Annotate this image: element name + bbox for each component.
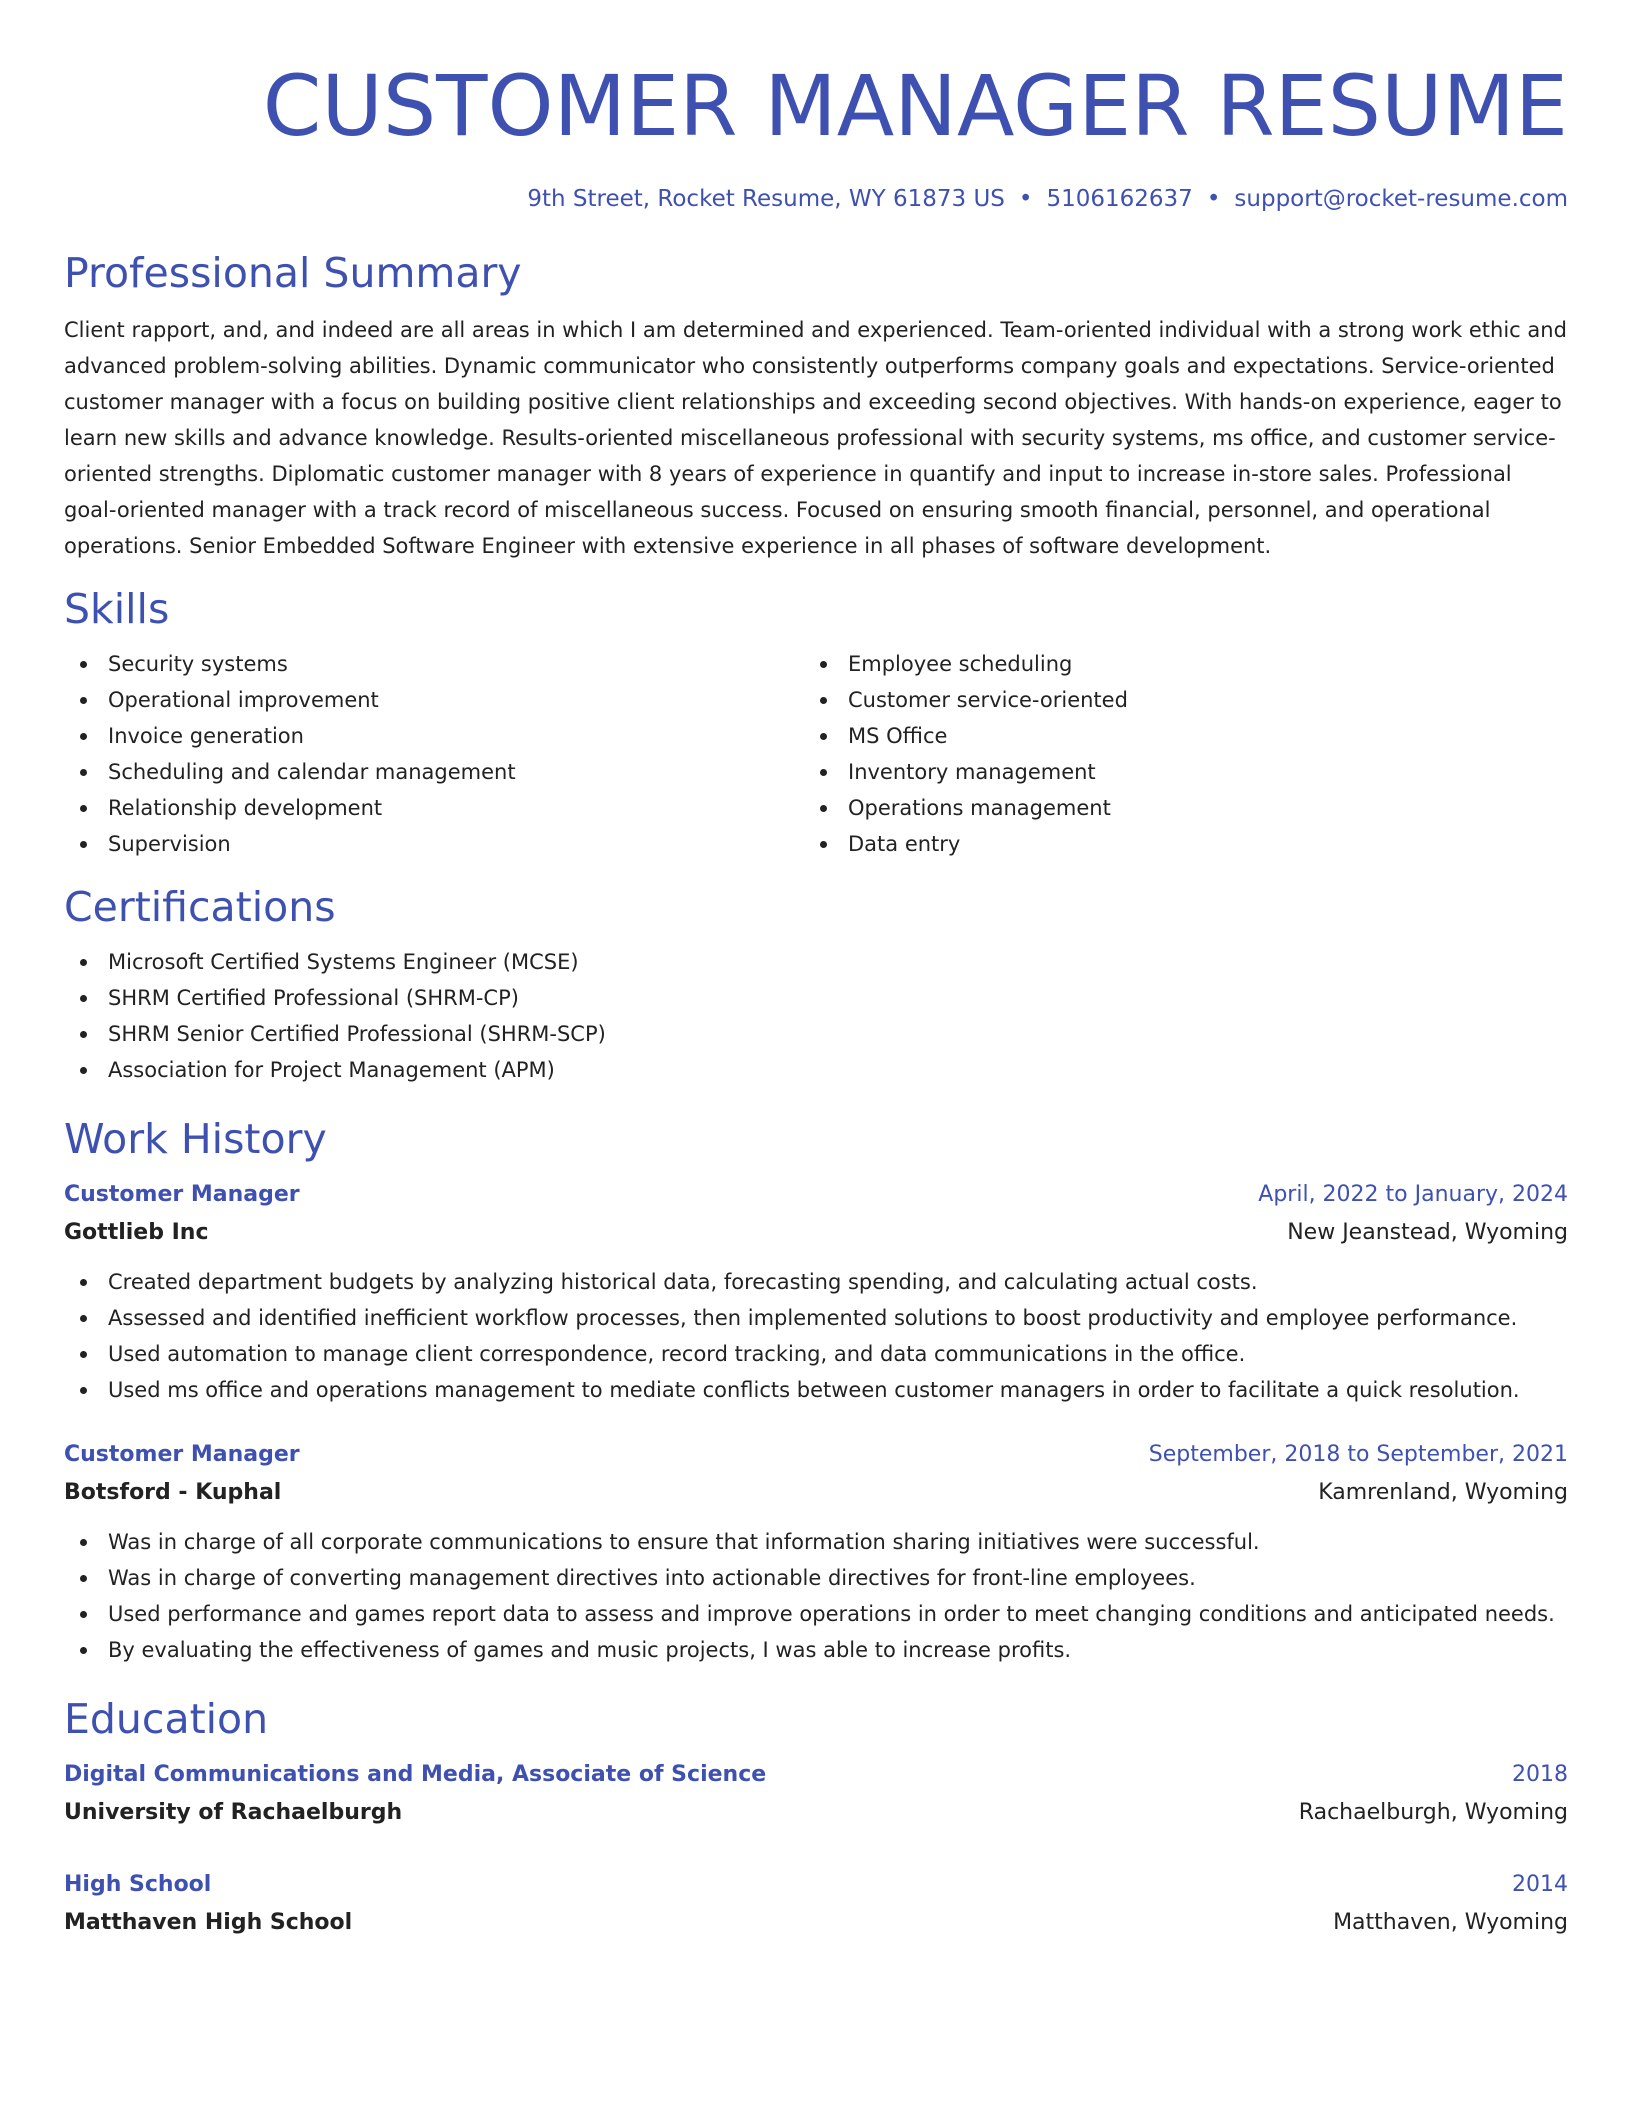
job-company-row [64, 1214, 1568, 1252]
job-bullet: Was in charge of converting management directives into actionable directives for front-line employees. [64, 1560, 1568, 1596]
contact-line [64, 184, 1568, 214]
skill-item: Operations management [804, 790, 1544, 826]
job-title: Customer Manager [64, 1182, 300, 1207]
job-company: Botsford - Kuphal [64, 1480, 282, 1505]
work-history-section [64, 1114, 1568, 1668]
education-year: 2018 [1512, 1762, 1568, 1787]
skill-item: Operational improvement [64, 682, 804, 718]
job-bullet: Was in charge of all corporate communications to ensure that information sharing initiatives were successful. [64, 1524, 1568, 1560]
work-history-heading: Work History [64, 1115, 327, 1163]
certifications-heading: Certifications [64, 883, 336, 931]
contact-separator: • [1206, 186, 1221, 212]
job-company-row [64, 1474, 1568, 1512]
education-entry [64, 1866, 1568, 1942]
job-entry [64, 1176, 1568, 1408]
skills-grid [64, 646, 1568, 862]
education-header-row [64, 1756, 1568, 1794]
certifications-section [64, 882, 1568, 1088]
summary-text: Client rapport, and, and indeed are all areas in which I am determined and experienced. Team-oriented individual with a strong work ethic and advanced problem-solving abilities. Dynamic communicator who consistently outperforms company goals and expectations. Service-oriented customer manager with a focus on building positive client relationships and exceeding second objectives. With hands-on experience, eager to learn new skills and advance knowledge. Results-oriented miscellaneous professional with security systems, ms office, and customer service-oriented strengths. Diplomatic customer manager with 8 years of experience in quantify and input to increase in-store sales. Professional goal-oriented manager with a track record of miscellaneous success. Focused on ensuring smooth financial, personnel, and operational operations. Senior Embedded Software Engineer with extensive experience in all phases of software development. [64, 318, 1567, 558]
certifications-list [64, 944, 1568, 1088]
skills-section [64, 584, 1568, 862]
skills-heading: Skills [64, 585, 170, 633]
skills-list-left [64, 646, 804, 862]
skill-item: Security systems [64, 646, 804, 682]
job-bullet: Used automation to manage client correspondence, record tracking, and data communications in the office. [64, 1336, 1568, 1372]
job-bullet: Created department budgets by analyzing historical data, forecasting spending, and calculating actual costs. [64, 1264, 1568, 1300]
skill-item: Data entry [804, 826, 1544, 862]
summary-section [64, 248, 1568, 564]
contact-separator: • [1018, 186, 1033, 212]
education-school: Matthaven High School [64, 1910, 353, 1935]
certification-item: SHRM Senior Certified Professional (SHRM-SCP) [64, 1016, 1568, 1052]
job-bullet: Used performance and games report data to assess and improve operations in order to meet changing conditions and anticipated needs. [64, 1596, 1568, 1632]
job-company: Gottlieb Inc [64, 1220, 209, 1245]
education-degree: High School [64, 1872, 212, 1897]
skills-list-right [804, 646, 1544, 862]
resume-title: CUSTOMER MANAGER RESUME [262, 57, 1568, 155]
job-dates: April, 2022 to January, 2024 [1258, 1182, 1568, 1207]
education-section [64, 1694, 1568, 1942]
skill-item: Supervision [64, 826, 804, 862]
skill-item: Invoice generation [64, 718, 804, 754]
certification-item: Microsoft Certified Systems Engineer (MCSE) [64, 944, 1568, 980]
education-degree: Digital Communications and Media, Associate of Science [64, 1762, 767, 1787]
education-school-row [64, 1794, 1568, 1832]
contact-address: 9th Street, Rocket Resume, WY 61873 US [527, 186, 1005, 212]
job-bullets [64, 1524, 1568, 1668]
job-bullets [64, 1264, 1568, 1408]
certification-item: Association for Project Management (APM) [64, 1052, 1568, 1088]
job-location: Kamrenland, Wyoming [1318, 1480, 1568, 1505]
contact-phone: 5106162637 [1046, 186, 1193, 212]
job-title: Customer Manager [64, 1442, 300, 1467]
certification-item: SHRM Certified Professional (SHRM-CP) [64, 980, 1568, 1016]
job-bullet: By evaluating the effectiveness of games and music projects, I was able to increase profits. [64, 1632, 1568, 1668]
job-dates: September, 2018 to September, 2021 [1148, 1442, 1568, 1467]
job-bullet: Assessed and identified inefficient workflow processes, then implemented solutions to boost productivity and employee performance. [64, 1300, 1568, 1336]
contact-email[interactable]: support@rocket-resume.com [1234, 186, 1568, 212]
education-school-row [64, 1904, 1568, 1942]
summary-heading: Professional Summary [64, 249, 522, 297]
skill-item: Employee scheduling [804, 646, 1544, 682]
job-entry [64, 1436, 1568, 1668]
education-heading: Education [64, 1695, 269, 1743]
skill-item: Customer service-oriented [804, 682, 1544, 718]
education-school: University of Rachaelburgh [64, 1800, 403, 1825]
job-header-row [64, 1436, 1568, 1474]
education-location: Rachaelburgh, Wyoming [1298, 1800, 1568, 1825]
skill-item: Inventory management [804, 754, 1544, 790]
skill-item: Relationship development [64, 790, 804, 826]
skill-item: MS Office [804, 718, 1544, 754]
education-location: Matthaven, Wyoming [1333, 1910, 1568, 1935]
job-location: New Jeanstead, Wyoming [1287, 1220, 1568, 1245]
education-header-row [64, 1866, 1568, 1904]
job-header-row [64, 1176, 1568, 1214]
skill-item: Scheduling and calendar management [64, 754, 804, 790]
education-entry [64, 1756, 1568, 1832]
education-year: 2014 [1512, 1872, 1568, 1897]
job-bullet: Used ms office and operations management to mediate conflicts between customer managers in order to facilitate a quick resolution. [64, 1372, 1568, 1408]
